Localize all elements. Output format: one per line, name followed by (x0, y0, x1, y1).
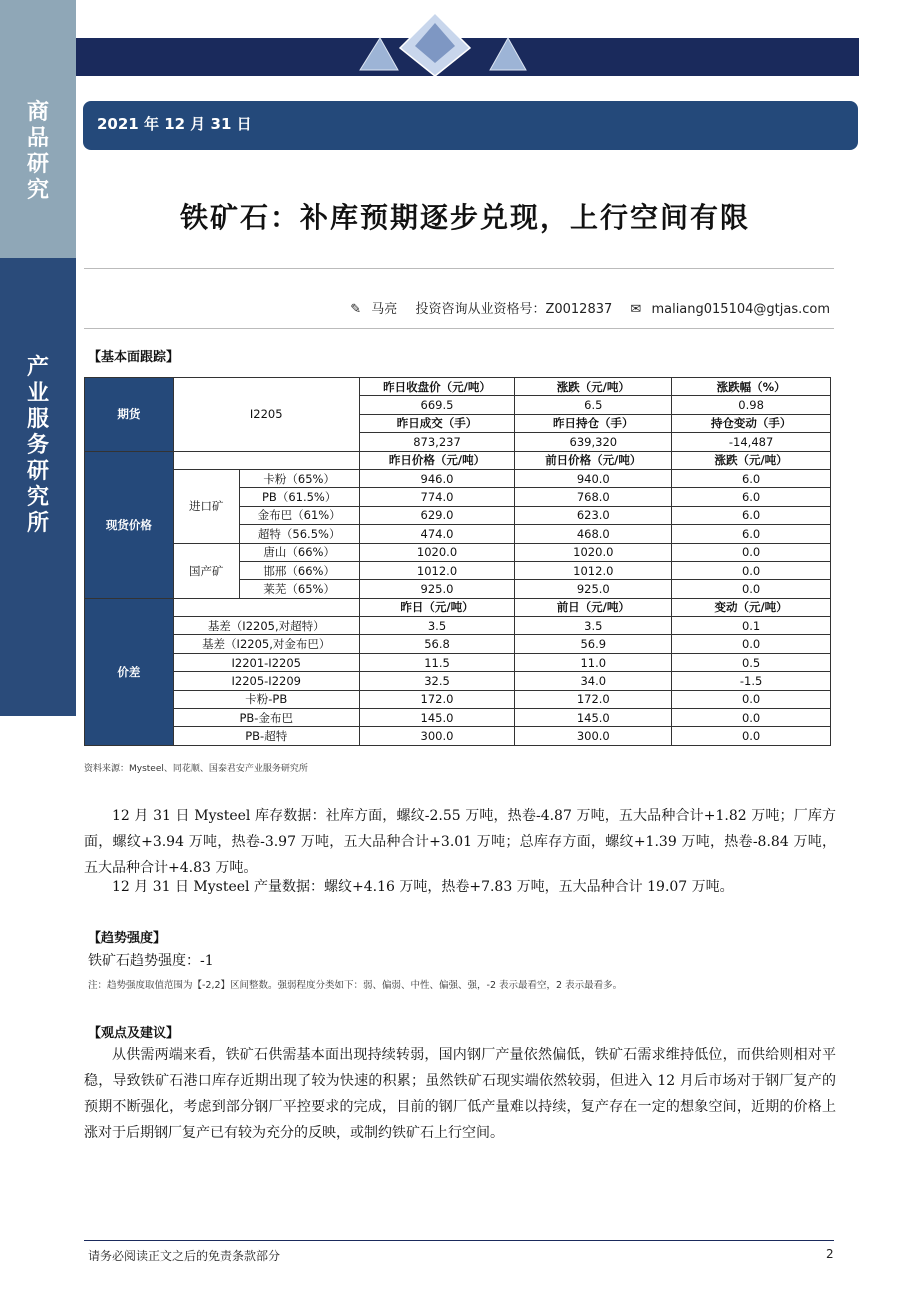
label-cell: 莱芜（65%） (239, 580, 359, 598)
report-date: 2021 年 12 月 31 日 (83, 101, 858, 150)
value-cell: 34.0 (515, 672, 672, 690)
value-cell: 6.0 (672, 469, 831, 487)
trend-note: 注：趋势强度取值范围为【-2,2】区间整数。强弱程度分类如下：弱、偏弱、中性、偏强、强，-2 表示最看空，2 表示最看多。 (88, 980, 623, 991)
table-row (85, 709, 831, 727)
value-cell: 1020.0 (515, 543, 672, 561)
value-cell: 925.0 (515, 580, 672, 598)
table-row (85, 543, 831, 561)
views-paragraph: 从供需两端来看，铁矿石供需基本面出现持续转弱，国内钢厂产量依然偏低，铁矿石需求维持低位，而供给则相对平稳，导致铁矿石港口库存近期出现了较为快速的积累；虽然铁矿石现实端依然较弱，但进入 12 月后市场对于钢厂复产的预期不断强化，考虑到部分钢厂平控要求的完成，目前的钢厂低产量难以持续，复产存在一定的想象空间，近期的价格上涨对于后期钢厂复产已有较为充分的反映，或制约铁矿石上行空间。 (84, 1047, 836, 1141)
page-number: 2 (826, 1247, 834, 1261)
value-cell: 0.0 (672, 580, 831, 598)
value-cell: 11.0 (515, 653, 672, 671)
table-row (85, 617, 831, 635)
value-cell: 639,320 (515, 433, 672, 451)
value-cell: 6.5 (515, 396, 672, 414)
empty-cell (173, 598, 359, 616)
table-row (85, 469, 831, 487)
value-cell: -1.5 (672, 672, 831, 690)
category-spot: 现货价格 (85, 451, 174, 598)
header-cell: 昨日收盘价（元/吨） (359, 378, 515, 396)
diamond-icon (340, 8, 530, 78)
value-cell: 925.0 (359, 580, 515, 598)
value-cell: 0.0 (672, 635, 831, 653)
table-row (85, 690, 831, 708)
value-cell: 629.0 (359, 506, 515, 524)
value-cell: 873,237 (359, 433, 515, 451)
value-cell: 0.1 (672, 617, 831, 635)
value-cell: 172.0 (359, 690, 515, 708)
value-cell: 0.0 (672, 543, 831, 561)
table-row (85, 378, 831, 396)
label-cell: 卡粉（65%） (239, 469, 359, 487)
footer-divider (84, 1240, 834, 1241)
label-cell: 超特（56.5%） (239, 525, 359, 543)
label-cell: 基差（I2205,对金布巴） (173, 635, 359, 653)
value-cell: -14,487 (672, 433, 831, 451)
header-cell: 涨跌幅（%） (672, 378, 831, 396)
table-row (85, 451, 831, 469)
sidebar-label-institute: 产 业 服 务 研 究 所 (26, 355, 49, 536)
section-views: 【观点及建议】 (88, 1026, 180, 1041)
author-name: 马亮 (371, 302, 398, 317)
table-row (85, 635, 831, 653)
value-cell: 3.5 (515, 617, 672, 635)
value-cell: 145.0 (515, 709, 672, 727)
value-cell: 1020.0 (359, 543, 515, 561)
license-number: 投资咨询从业资格号：Z0012837 (415, 302, 613, 317)
value-cell: 32.5 (359, 672, 515, 690)
label-cell: PB-金布巴 (173, 709, 359, 727)
footer-disclaimer: 请务必阅读正文之后的免责条款部分 (88, 1249, 281, 1263)
label-cell: 卡粉-PB (173, 690, 359, 708)
inventory-paragraph: 12 月 31 日 Mysteel 库存数据：社库方面，螺纹-2.55 万吨，热卷-4.87 万吨，五大品种合计+1.82 万吨；厂库方面，螺纹+3.94 万吨，热卷-3.97 万吨，五大品种合计+3.01 万吨；总库存方面，螺纹+1.39 万吨，热卷-8.84 万吨，五大品种合计+4.83 万吨。 (84, 808, 836, 876)
value-cell: 172.0 (515, 690, 672, 708)
value-cell: 1012.0 (515, 561, 672, 579)
table-row (85, 672, 831, 690)
author-line (344, 298, 830, 317)
header-cell: 变动（元/吨） (672, 598, 831, 616)
value-cell: 468.0 (515, 525, 672, 543)
section-trend: 【趋势强度】 (88, 931, 167, 946)
section-fundamentals: 【基本面跟踪】 (88, 350, 180, 365)
value-cell: 0.98 (672, 396, 831, 414)
table-row (85, 727, 831, 745)
value-cell: 623.0 (515, 506, 672, 524)
table-row (85, 653, 831, 671)
value-cell: 300.0 (515, 727, 672, 745)
value-cell: 0.0 (672, 561, 831, 579)
table-source: 资料来源：Mysteel、同花顺、国泰君安产业服务研究所 (84, 764, 308, 774)
value-cell: 768.0 (515, 488, 672, 506)
label-cell: I2205-I2209 (173, 672, 359, 690)
trend-strength-value: 铁矿石趋势强度：-1 (88, 953, 214, 969)
value-cell: 774.0 (359, 488, 515, 506)
value-cell: 6.0 (672, 488, 831, 506)
domestic-ore-label: 国产矿 (173, 543, 239, 598)
value-cell: 0.0 (672, 690, 831, 708)
production-paragraph: 12 月 31 日 Mysteel 产量数据：螺纹+4.16 万吨，热卷+7.83 万吨，五大品种合计 19.07 万吨。 (112, 879, 734, 895)
value-cell: 6.0 (672, 525, 831, 543)
value-cell: 940.0 (515, 469, 672, 487)
author-email[interactable]: maliang015104@gtjas.com (651, 302, 830, 317)
sidebar-label-commodity: 商 品 研 究 (26, 100, 49, 203)
value-cell: 0.0 (672, 709, 831, 727)
author-divider (84, 328, 834, 329)
value-cell: 11.5 (359, 653, 515, 671)
futures-contract: I2205 (173, 378, 359, 452)
value-cell: 56.9 (515, 635, 672, 653)
header-cell: 涨跌（元/吨） (515, 378, 672, 396)
value-cell: 1012.0 (359, 561, 515, 579)
header-cell: 前日价格（元/吨） (515, 451, 672, 469)
header-cell: 昨日（元/吨） (359, 598, 515, 616)
category-futures: 期货 (85, 378, 174, 452)
table-row (85, 598, 831, 616)
header-cell: 涨跌（元/吨） (672, 451, 831, 469)
value-cell: 946.0 (359, 469, 515, 487)
pen-icon: ✎ (350, 302, 362, 317)
page-title: 铁矿石：补库预期逐步兑现，上行空间有限 (180, 201, 751, 234)
import-ore-label: 进口矿 (173, 469, 239, 543)
label-cell: 金布巴（61%） (239, 506, 359, 524)
fundamentals-table (84, 377, 831, 746)
title-divider (84, 268, 834, 269)
empty-cell (173, 451, 359, 469)
label-cell: PB（61.5%） (239, 488, 359, 506)
category-spread: 价差 (85, 598, 174, 745)
value-cell: 0.5 (672, 653, 831, 671)
email-icon: ✉ (630, 302, 642, 317)
header-cell: 昨日持仓（手） (515, 414, 672, 432)
label-cell: 邯邢（66%） (239, 561, 359, 579)
value-cell: 669.5 (359, 396, 515, 414)
label-cell: PB-超特 (173, 727, 359, 745)
value-cell: 0.0 (672, 727, 831, 745)
value-cell: 300.0 (359, 727, 515, 745)
header-cell: 昨日价格（元/吨） (359, 451, 515, 469)
label-cell: 基差（I2205,对超特） (173, 617, 359, 635)
label-cell: I2201-I2205 (173, 653, 359, 671)
value-cell: 56.8 (359, 635, 515, 653)
value-cell: 145.0 (359, 709, 515, 727)
value-cell: 6.0 (672, 506, 831, 524)
value-cell: 3.5 (359, 617, 515, 635)
header-cell: 前日（元/吨） (515, 598, 672, 616)
header-cell: 持仓变动（手） (672, 414, 831, 432)
value-cell: 474.0 (359, 525, 515, 543)
header-cell: 昨日成交（手） (359, 414, 515, 432)
label-cell: 唐山（66%） (239, 543, 359, 561)
